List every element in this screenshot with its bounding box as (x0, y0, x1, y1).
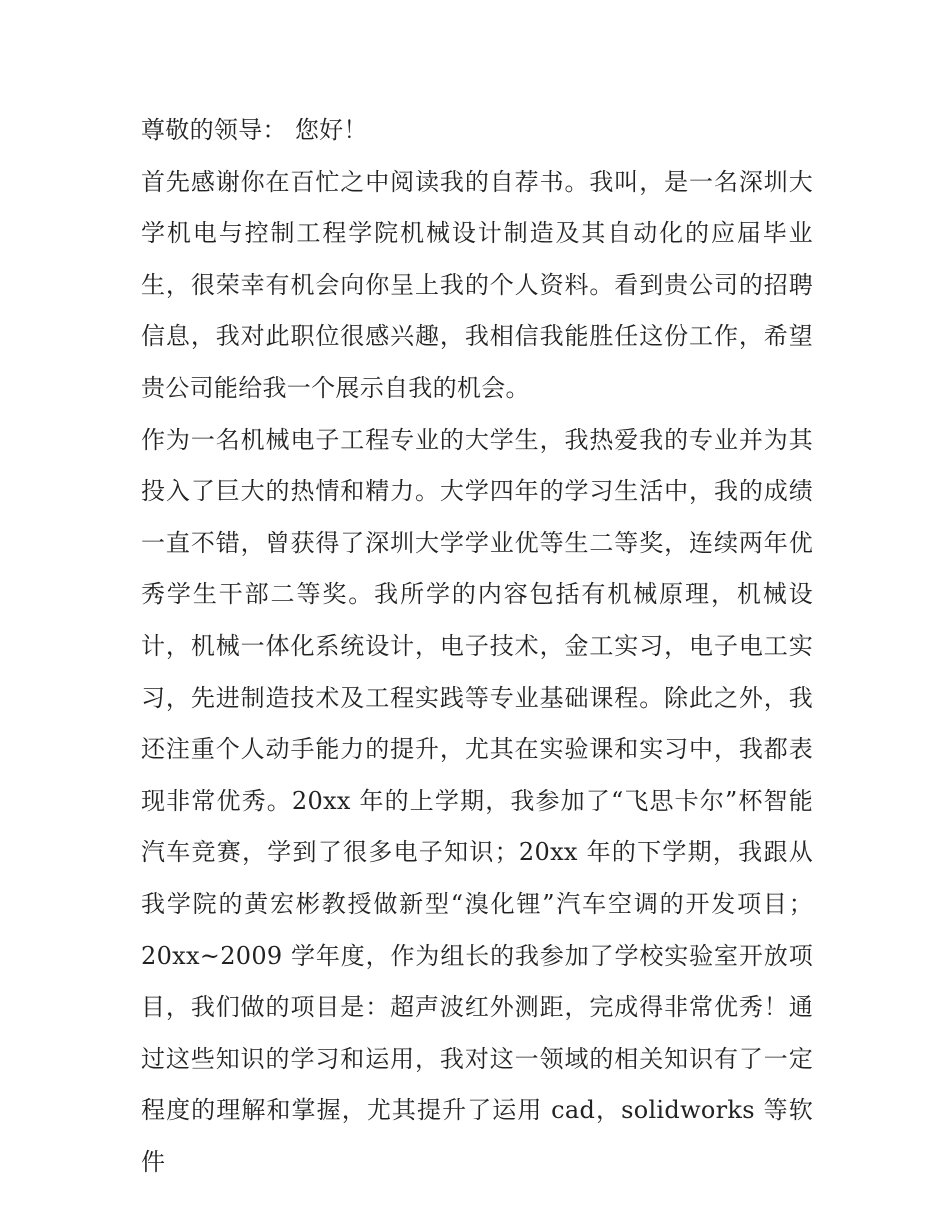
greeting: 您好！ (294, 116, 368, 144)
letter-body (141, 105, 813, 1188)
paragraph-education: 作为一名机械电子工程专业的大学生，我热爱我的专业并为其投入了巨大的热情和精力。大学四年的学习生活中，我的成绩一直不错，曾获得了深圳大学学业优等生二等奖，连续两年优秀学生干部二等奖。我所学的内容包括有机械原理，机械设计，机械一体化系统设计，电子技术，金工实习，电子电工实习，先进制造技术及工程实践等专业基础课程。除此之外，我还注重个人动手能力的提升，尤其在实验课和实习中，我都表现非常优秀。20xx 年的上学期，我参加了“飞思卡尔”杯智能汽车竞赛，学到了很多电子知识；20xx 年的下学期，我跟从我学院的黄宏彬教授做新型“溴化锂”汽车空调的开发项目；20xx~2009 学年度，作为组长的我参加了学校实验室开放项目，我们做的项目是：超声波红外测距，完成得非常优秀！通过这些知识的学习和运用，我对这一领域的相关知识有了一定程度的理解和掌握，尤其提升了运用 cad，solidworks 等软件 (141, 425, 813, 1176)
salutation-line (141, 105, 813, 157)
salutation: 尊敬的领导： (141, 116, 287, 144)
paragraph-intro: 首先感谢你在百忙之中阅读我的自荐书。我叫，是一名深圳大学机电与控制工程学院机械设计制造及其自动化的应届毕业生，很荣幸有机会向你呈上我的个人资料。看到贵公司的招聘信息，我对此职位很感兴趣，我相信我能胜任这份工作，希望贵公司能给我一个展示自我的机会。 (141, 167, 813, 402)
